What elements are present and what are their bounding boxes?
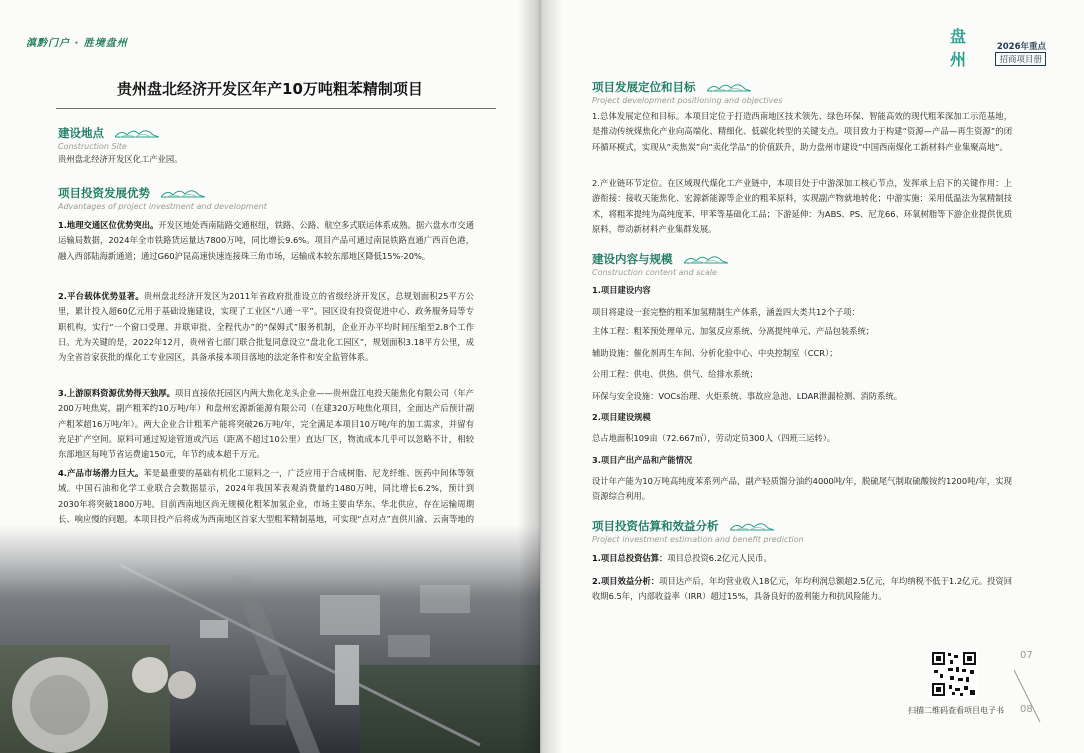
benefit-heading-en: Project investment estimation and benefit prediction [592, 535, 804, 544]
positioning-section-header [592, 76, 782, 105]
scale-line: 公用工程：供电、供热、供气、给排水系统； [592, 369, 758, 379]
mountain-wave-icon [730, 520, 774, 532]
title-divider [56, 108, 496, 109]
advantages-heading: 项目投资发展优势 [58, 186, 150, 200]
benefit-heading: 项目投资估算和效益分析 [592, 519, 719, 533]
advantage-lead: 4.产品市场潜力巨大。 [58, 468, 144, 478]
advantages-section-header [58, 182, 267, 211]
benefit-item [592, 551, 1012, 566]
scale-sub-heading: 2.项目建设规模 [592, 412, 651, 422]
brand-book: 招商项目册 [995, 52, 1046, 66]
benefit-text: 项目达产后，年均营业收入18亿元，年均利润总额超2.5亿元，年均纳税不低于1.2亿元。投资回收期6.5年，内部收益率（IRR）超过15%，具备良好的盈利能力和抗风险能力。 [592, 576, 1012, 602]
qr-code[interactable] [930, 650, 978, 698]
industrial-park-aerial-photo [0, 525, 540, 753]
page-number-right: 08 [1020, 704, 1033, 715]
right-page [540, 0, 1084, 753]
scale-section-header [592, 248, 728, 277]
scale-sub-heading: 1.项目建设内容 [592, 285, 651, 295]
mountain-wave-icon [707, 81, 751, 93]
scale-sub-heading: 3.项目产出产品和产能情况 [592, 455, 693, 465]
scale-line: 环保与安全设施：VOCs治理、火炬系统、事故应急池、LDAR泄漏检测、消防系统。 [592, 391, 902, 401]
page-title: 贵州盘北经济开发区年产10万吨粗苯精制项目 [117, 80, 423, 98]
scale-line: 总占地面积109亩（72.667㎡），劳动定员300人（四班三运转）。 [592, 433, 836, 443]
advantages-heading-en: Advantages of project investment and development [58, 202, 267, 211]
benefit-item [592, 574, 1012, 605]
positioning-heading: 项目发展定位和目标 [592, 80, 696, 94]
site-section-header [58, 122, 159, 151]
scale-line: 设计年产能为10万吨高纯度苯系列产品，副产轻质馏分油约4000吨/年，脱硫尾气制取硫酸铵约1200吨/年，实现资源综合利用。 [592, 476, 1012, 502]
scale-heading: 建设内容与规模 [592, 252, 673, 266]
advantage-lead: 1.地理交通区位优势突出。 [58, 220, 159, 230]
advantage-lead: 3.上游原料资源优势得天独厚。 [58, 388, 175, 398]
slogan: 滇黔门户 · 胜境盘州 [26, 38, 128, 49]
positioning-item: 2.产业链环节定位。在区域现代煤化工产业链中，本项目处于中游深加工核心节点，发挥承上启下的关键作用：上游衔接：接收天能焦化、宏源新能源等企业的粗苯原料，实现副产物就地转化；中游实施：采用低温法为氢精制技术，将粗苯提纯为高纯度苯、甲苯等基础化工品；下游延伸：为ABS、PS、尼龙66、环氧树脂等下游企业提供优质原料，带动新材料产业集群发展。 [592, 178, 1012, 234]
scale-line: 项目将建设一套完整的粗苯加氢精制生产体系，涵盖四大类共12个子项： [592, 307, 860, 317]
benefit-lead: 1.项目总投资估算： [592, 553, 668, 563]
advantage-text: 开发区地处西南陆路交通枢纽，铁路、公路、航空多式联运体系成熟。据六盘水市交通运输局数据，2024年全市铁路货运量达7800万吨，同比增长9.6%。项目产品可通过南昆铁路直通广西百色港，融入西部陆海新通道；通过G60沪昆高速快速连接珠三角市场，运输成本较东部地区降低15%-20%。 [58, 220, 474, 261]
positioning-heading-en: Project development positioning and objectives [592, 96, 783, 105]
mountain-wave-icon [684, 253, 728, 265]
scale-line: 辅助设施：催化剂再生车间、分析化验中心、中央控制室（CCR）； [592, 348, 838, 358]
advantage-text: 项目直接依托园区内两大焦化龙头企业——贵州盘江电投天能焦化有限公司（年产200万吨焦炭，副产粗苯约10万吨/年）和盘州宏源新能源有限公司（在建320万吨焦化项目，全面达产后预计副产粗苯超16万吨/年）。两大企业合计粗苯产能将突破26万吨/年，完全满足本项目10万吨/年的加工需求，并留有充足扩产空间。原料可通过短途管道或汽运（距离不超过10公里）直达厂区，物流成本几乎可以忽略不计，相较东部地区每吨节省运费逾150元，年节约成本超千万元。 [58, 388, 474, 460]
benefit-text: 项目总投资6.2亿元人民币。 [667, 553, 772, 563]
advantage-text: 苯是最重要的基础有机化工原料之一，广泛应用于合成树脂、尼龙纤维、医药中间体等领域。中国石油和化学工业联合会数据显示，2024年我国苯表观消费量约1480万吨，同比增长6.2%，预计到2030年将突破1800万吨。目前西南地区尚无规模化粗苯加氢企业，市场主要由华东、华北供应，存在运输周期长、响应慢的问题。本项目投产后将成为西南地区首家大型粗苯精制基地，可实现“点对点”直供川渝、云南等地的 [58, 468, 474, 524]
mountain-wave-icon [115, 127, 159, 139]
advantage-lead: 2.平台载体优势显著。 [58, 291, 144, 301]
benefit-lead: 2.项目效益分析： [592, 576, 660, 586]
advantage-item [58, 289, 474, 365]
advantage-text: 贵州盘北经济开发区为2011年省政府批准设立的省级经济开发区，总规划面积25平方公里，累计投入超60亿元用于基础设施建设，实现了工业区“八通一平”。园区设有投资促进中心、政务服务局等专职机构，实行“一个窗口受理、并联审批、全程代办”的“保姆式”服务机制，企业开办平均时间压缩至2.8个工作日。尤为关键的是，2022年12月，贵州省七部门联合批复同意设立“盘北化工园区”，规划面积3.18平方公里，成为全省首家获批的煤化工专业园区，具备承接本项目落地的法定条件和安全监管体系。 [58, 291, 474, 363]
positioning-item: 1.总体发展定位和目标。本项目定位于打造西南地区技术领先、绿色环保、智能高效的现代粗苯深加工示范基地，是推动传统煤焦化产业向高端化、精细化、低碳化转型的关键支点。项目致力于构建“资源—产品—再生资源”的闭环循环模式，实现从“卖焦炭”向“卖化学品”的价值跃升，助力盘州市建设“中国西南煤化工新材料产业集聚高地”。 [592, 111, 1012, 152]
scale-heading-en: Construction content and scale [592, 268, 717, 277]
scale-line: 主体工程：粗苯预处理单元、加氢反应系统、分离提纯单元、产品包装系统； [592, 326, 875, 336]
benefit-section-header [592, 515, 804, 544]
page-number-left: 07 [1020, 650, 1033, 661]
site-heading-en: Construction Site [58, 142, 127, 151]
left-page [0, 0, 540, 753]
site-heading: 建设地点 [58, 126, 104, 140]
advantage-item [58, 218, 474, 264]
mountain-wave-icon [161, 187, 205, 199]
qr-caption: 扫描二维码查看项目电子书 [908, 706, 1004, 715]
brand-year: 2026年重点 [996, 42, 1046, 52]
advantage-item [58, 386, 474, 462]
site-text: 贵州盘北经济开发区化工产业园。 [58, 154, 183, 164]
panzhou-logo: 盘州 [949, 27, 968, 69]
